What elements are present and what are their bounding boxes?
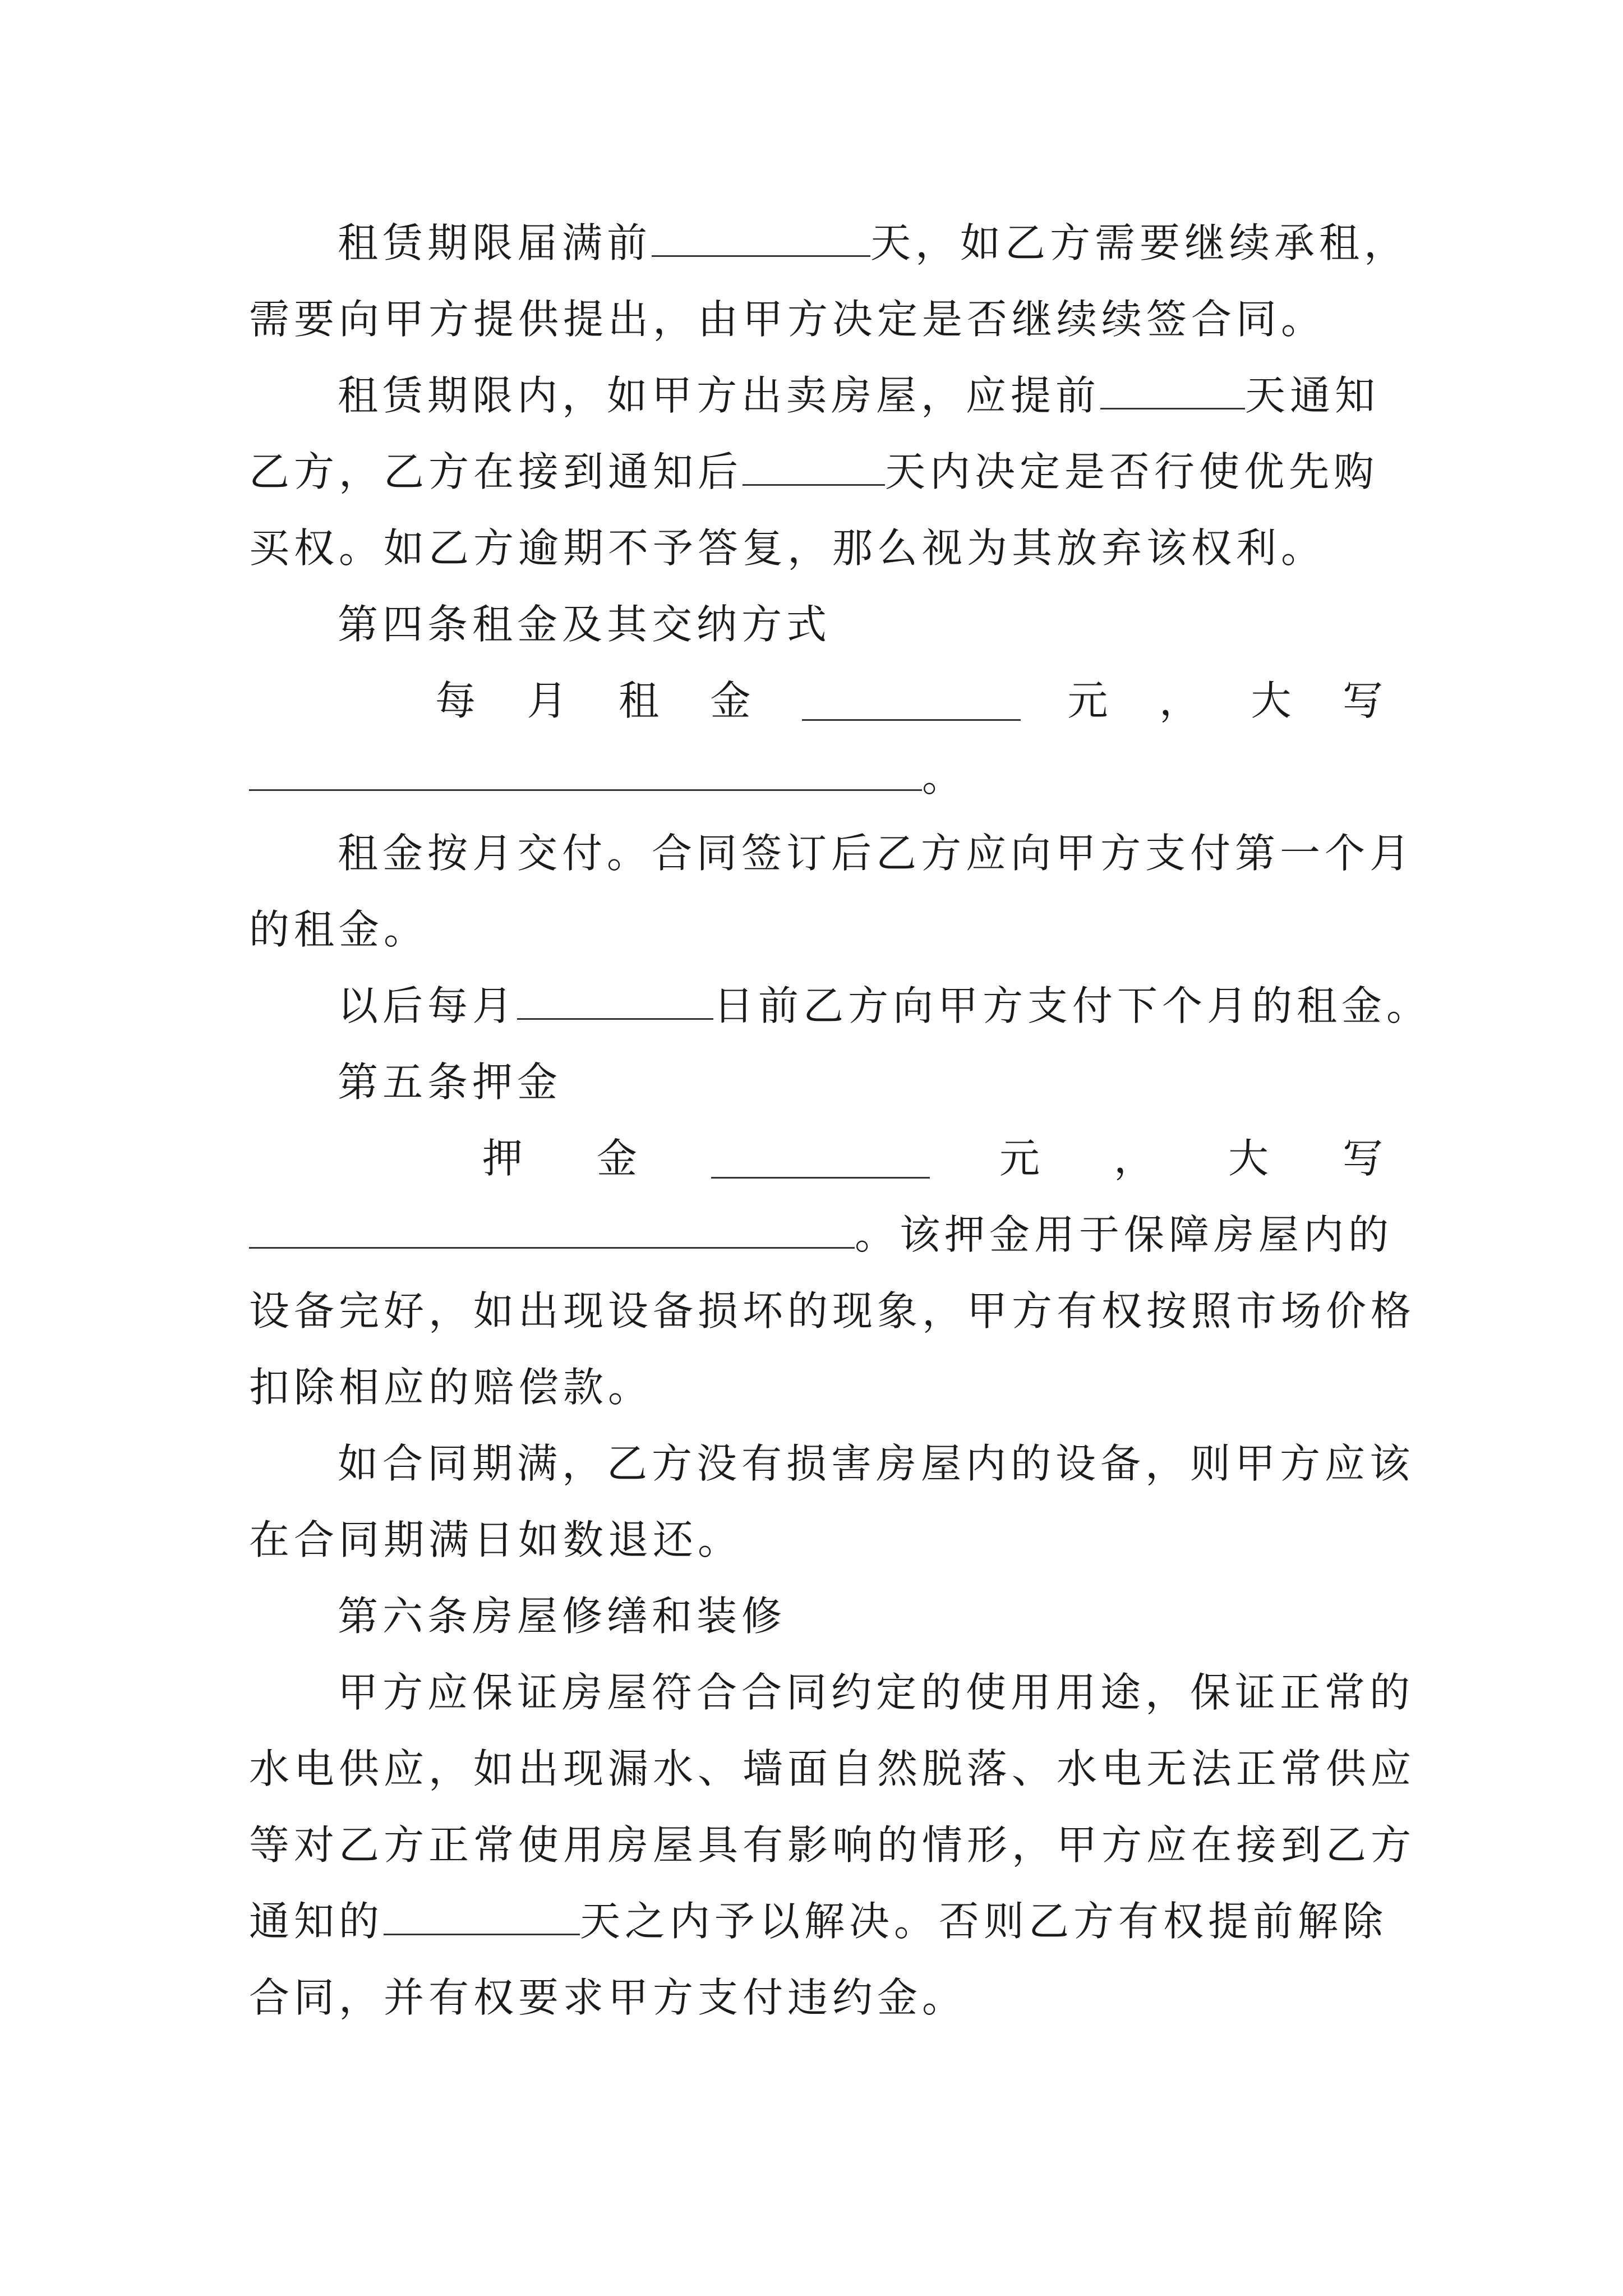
text-line: 等对乙方正常使用房屋具有影响的情形，甲方应在接到乙方 (249, 1821, 1416, 1869)
fill-blank[interactable] (517, 980, 713, 1020)
section-heading: 第五条押金 (338, 1059, 562, 1106)
fill-blank[interactable] (652, 217, 870, 257)
text-line: 。 (249, 739, 1387, 815)
text-line: 。该押金用于保障房屋内的 (249, 1197, 1387, 1273)
deposit-amount-line: 押 金 元 ， 大 写 (482, 1135, 1387, 1182)
text-line: 水电供应，如出现漏水、墙面自然脱落、水电无法正常供应 (249, 1745, 1416, 1792)
text-line: 如合同期满，乙方没有损害房屋内的设备，则甲方应该 (338, 1440, 1415, 1487)
deposit-amount-blank[interactable] (711, 1138, 930, 1178)
rent-amount-line: 每 月 租 金 元 ， 大 写 (435, 677, 1387, 724)
text-line: 需要向甲方提供提出，由甲方决定是否继续续签合同。 (249, 296, 1326, 343)
section-heading: 第六条房屋修缮和装修 (338, 1593, 787, 1640)
contract-page (249, 205, 1432, 2036)
fill-blank[interactable] (743, 446, 885, 486)
text-line: 甲方应保证房屋符合合同约定的使用用途，保证正常的 (338, 1669, 1415, 1716)
fill-blank[interactable] (1100, 370, 1245, 409)
fill-blank[interactable] (384, 1895, 580, 1935)
text-line: 租赁期限内，如甲方出卖房屋，应提前 天通知 (249, 357, 1387, 434)
deposit-capital-blank[interactable] (249, 1209, 855, 1249)
text-line: 以后每月 日前乙方向甲方支付下个月的租金。 (249, 968, 1387, 1044)
text-line: 的租金。 (249, 906, 429, 953)
text-line: 在合同期满日如数退还。 (249, 1516, 743, 1563)
text-line: 扣除相应的赔偿款。 (249, 1364, 653, 1411)
text-line: 通知的 天之内予以解决。否则乙方有权提前解除 (249, 1883, 1387, 1959)
rent-amount-blank[interactable] (802, 680, 1021, 720)
text-line: 乙方，乙方在接到通知后 天内决定是否行使优先购 (249, 434, 1387, 510)
text-line: 合同，并有权要求甲方支付违约金。 (249, 1974, 967, 2021)
section-heading: 第四条租金及其交纳方式 (338, 601, 832, 648)
text-line: 买权。如乙方逾期不予答复，那么视为其放弃该权利。 (249, 524, 1326, 572)
text-line: 租金按月交付。合同签订后乙方应向甲方支付第一个月 (338, 830, 1415, 877)
rent-capital-blank[interactable] (249, 751, 922, 791)
text-line: 租赁期限届满前 天，如乙方需要继续承租， (249, 205, 1387, 281)
text-line: 设备完好，如出现设备损坏的现象，甲方有权按照市场价格 (249, 1287, 1416, 1335)
